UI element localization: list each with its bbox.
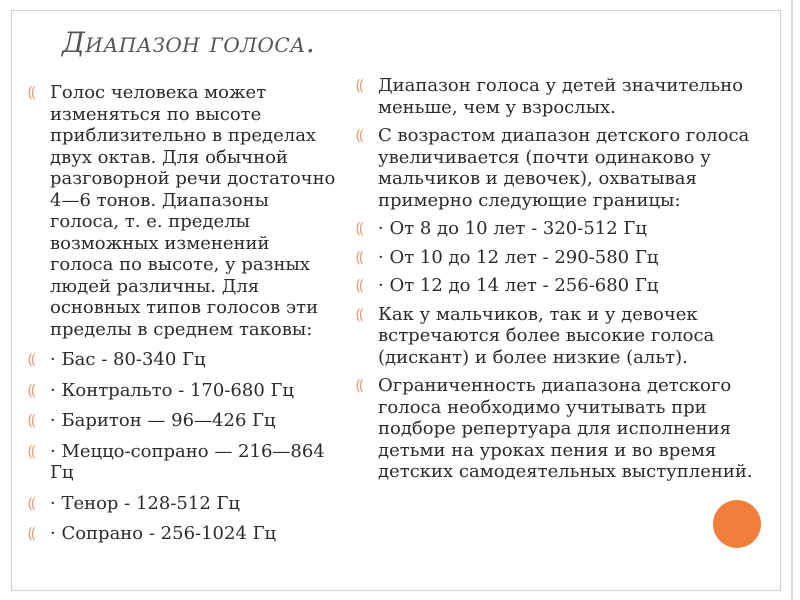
curly-bracket-bullet-icon: ⸨ bbox=[356, 126, 364, 144]
right-item-text: Как у мальчиков, так и у девочек встречаются более высокие голоса (дискант) и более низкие (альт). bbox=[378, 303, 715, 368]
slide-edge-line bbox=[791, 0, 793, 600]
right-item bbox=[356, 375, 756, 483]
right-item bbox=[356, 304, 756, 369]
right-item-text: Диапазон голоса у детей значительно меньше, чем у взрослых. bbox=[378, 75, 744, 118]
left-item bbox=[28, 441, 338, 484]
curly-bracket-bullet-icon: ⸨ bbox=[28, 493, 36, 512]
curly-bracket-bullet-icon: ⸨ bbox=[356, 76, 364, 94]
left-item bbox=[28, 349, 338, 371]
right-item-text: · От 10 до 12 лет - 290-580 Гц bbox=[378, 246, 659, 268]
right-item bbox=[356, 275, 756, 297]
slide-title: Диапазон голоса. bbox=[62, 26, 316, 59]
left-item-text: · Тенор - 128-512 Гц bbox=[50, 492, 240, 514]
right-item-text: Ограниченность диапазона детского голоса необходимо учитывать при подборе репертуара для исполнения детьми на уроках пения и во время детских самодеятельных выступлений. bbox=[378, 375, 753, 482]
curly-bracket-bullet-icon: ⸨ bbox=[28, 83, 36, 101]
curly-bracket-bullet-icon: ⸨ bbox=[356, 276, 364, 294]
left-item-text: · Меццо-сопрано — 216—864 Гц bbox=[50, 440, 325, 483]
left-item bbox=[28, 493, 338, 515]
curly-bracket-bullet-icon: ⸨ bbox=[356, 219, 364, 237]
right-item-text: · От 12 до 14 лет - 256-680 Гц bbox=[378, 275, 659, 296]
curly-bracket-bullet-icon: ⸨ bbox=[28, 350, 36, 368]
left-item bbox=[28, 523, 338, 545]
left-column bbox=[28, 82, 338, 554]
left-item bbox=[28, 410, 338, 432]
right-item-text: · От 8 до 10 лет - 320-512 Гц bbox=[378, 218, 647, 239]
right-item-text: С возрастом диапазон детского голоса увеличивается (почти одинаково у мальчиков и девочек), охватывая примерно следующие границы: bbox=[378, 125, 750, 211]
curly-bracket-bullet-icon: ⸨ bbox=[28, 441, 36, 460]
left-item-text: · Бас - 80-340 Гц bbox=[50, 349, 206, 370]
left-item bbox=[28, 380, 338, 402]
curly-bracket-bullet-icon: ⸨ bbox=[356, 247, 364, 266]
left-item bbox=[28, 82, 338, 340]
curly-bracket-bullet-icon: ⸨ bbox=[356, 376, 364, 394]
curly-bracket-bullet-icon: ⸨ bbox=[28, 524, 36, 542]
left-item-text: · Баритон — 96—426 Гц bbox=[50, 410, 276, 431]
curly-bracket-bullet-icon: ⸨ bbox=[356, 304, 364, 323]
left-item-text: · Сопрано - 256-1024 Гц bbox=[50, 523, 277, 544]
orange-circle-decoration bbox=[713, 500, 761, 548]
left-item-text: · Контральто - 170-680 Гц bbox=[50, 379, 294, 401]
right-item bbox=[356, 75, 756, 118]
curly-bracket-bullet-icon: ⸨ bbox=[28, 411, 36, 429]
right-item bbox=[356, 125, 756, 211]
left-item-text: Голос человека может изменяться по высоте приблизительно в пределах двух октав. Для обычной разговорной речи достаточно 4—6 тонов. Диапазоны голоса, т. е. пределы возможных изменений голоса по высоте, у разных людей различны. Для основных типов голосов эти пределы в среднем таковы: bbox=[50, 82, 336, 340]
right-column bbox=[356, 75, 756, 490]
right-item bbox=[356, 218, 756, 240]
right-item bbox=[356, 247, 756, 269]
curly-bracket-bullet-icon: ⸨ bbox=[28, 380, 36, 399]
